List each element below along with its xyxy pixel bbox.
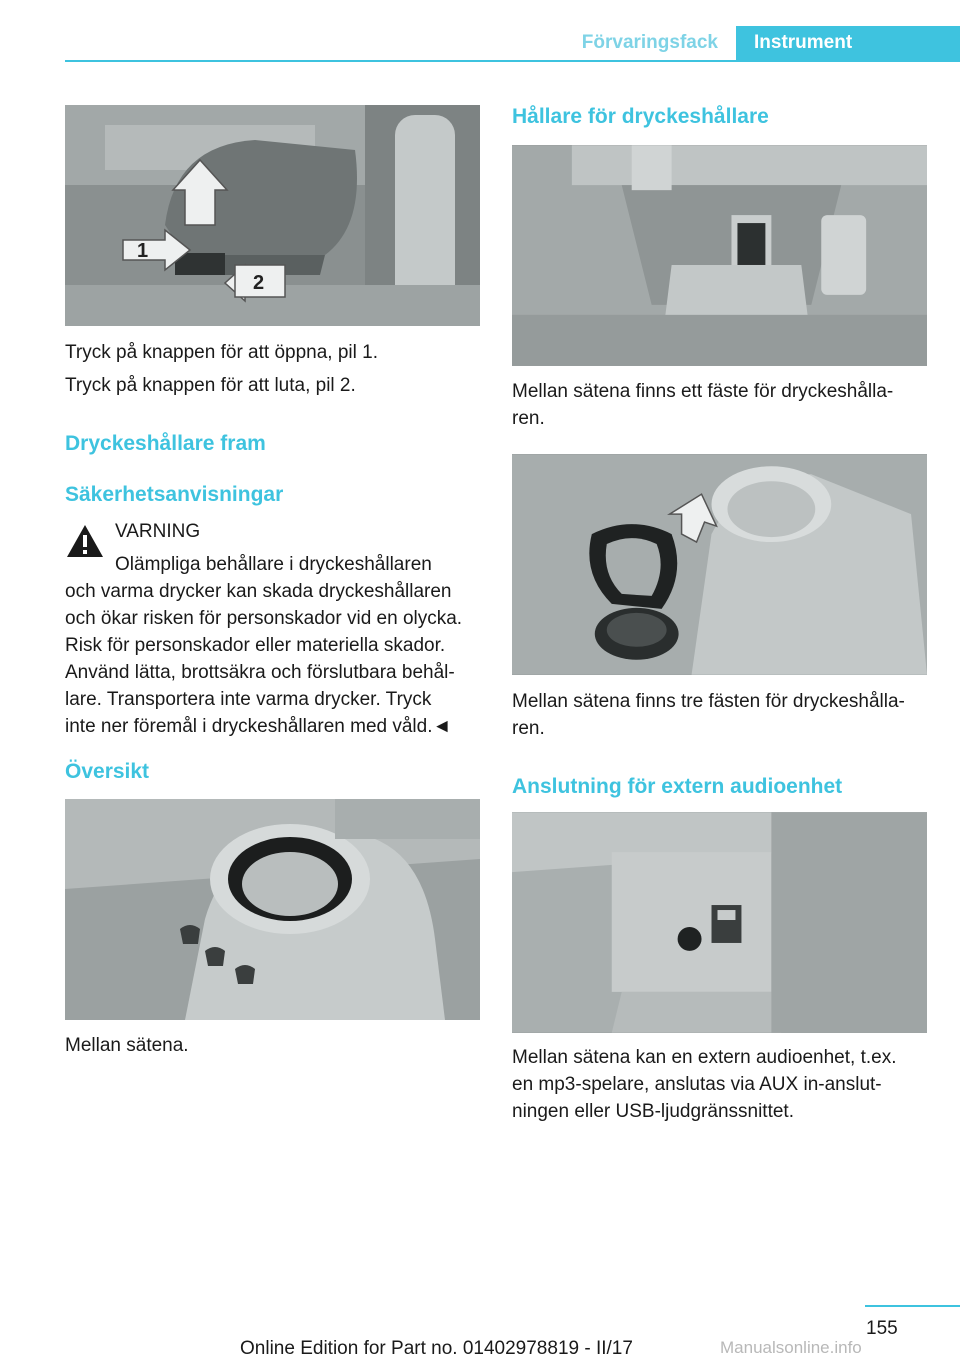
overview-figure xyxy=(65,799,480,1020)
caption-tilt: Tryck på knappen för att luta, pil 2. xyxy=(65,375,356,396)
warning-icon xyxy=(65,523,105,559)
cupholder-insert-figure xyxy=(512,454,927,675)
holder-mount-figure xyxy=(512,145,927,366)
running-header xyxy=(564,26,960,60)
audio-ports-illustration xyxy=(512,812,927,1033)
warning-line-7: inte ner föremål i dryckeshållaren med våld.◄ xyxy=(65,716,452,737)
warning-line-2: och varma drycker kan skada dryckeshållaren xyxy=(65,581,452,602)
heading-audio: Anslutning för extern audioenhet xyxy=(512,775,843,798)
armrest-illustration xyxy=(65,105,480,326)
armrest-figure xyxy=(65,105,480,326)
caption-holder-line-2: ren. xyxy=(512,408,545,429)
caption-overview: Mellan sätena. xyxy=(65,1035,189,1056)
header-rule xyxy=(65,60,960,62)
heading-overview: Översikt xyxy=(65,760,150,783)
warning-line-6: lare. Transportera inte varma drycker. Tryck xyxy=(65,689,432,710)
caption-audio-line-1: Mellan sätena kan en extern audioenhet, t.ex. xyxy=(512,1047,897,1068)
caption-audio-line-3: ningen eller USB-ljudgränssnittet. xyxy=(512,1101,794,1122)
warning-label: VARNING xyxy=(115,521,201,542)
edition-footer: Online Edition for Part no. 01402978819 - II/17 xyxy=(240,1338,633,1359)
holder-mount-illustration xyxy=(512,145,927,366)
caption-audio-line-2: en mp3-spelare, anslutas via AUX in-anslut- xyxy=(512,1074,882,1095)
chapter-tab: Instrument xyxy=(736,26,960,60)
page-number: 155 xyxy=(866,1318,898,1339)
caption-holder-line-1: Mellan sätena finns ett fäste för dryckeshålla- xyxy=(512,381,894,402)
warning-line-3: och ökar risken för personskador vid en olycka. xyxy=(65,608,463,629)
heading-safety: Säkerhetsanvisningar xyxy=(65,483,284,506)
heading-cupholder: Dryckeshållare fram xyxy=(65,432,266,455)
warning-line-4: Risk för personskador eller materiella skador. xyxy=(65,635,446,656)
heading-holder: Hållare för dryckeshållare xyxy=(512,105,769,128)
warning-line-1: Olämpliga behållare i dryckeshållaren xyxy=(115,554,432,575)
audio-ports-figure xyxy=(512,812,927,1033)
warning-line-5: Använd lätta, brottsäkra och förslutbara behål- xyxy=(65,662,455,683)
callout-1: 1 xyxy=(137,240,149,262)
caption-open: Tryck på knappen för att öppna, pil 1. xyxy=(65,342,378,363)
watermark: Manualsonline.info xyxy=(720,1338,862,1357)
footer-rule xyxy=(865,1305,960,1307)
section-tab: Förvaringsfack xyxy=(581,32,718,53)
caption-three-line-1: Mellan sätena finns tre fästen för dryckeshålla- xyxy=(512,691,905,712)
overview-illustration xyxy=(65,799,480,1020)
caption-three-line-2: ren. xyxy=(512,718,545,739)
cupholder-insert-illustration xyxy=(512,454,927,675)
callout-2: 2 xyxy=(253,272,265,294)
